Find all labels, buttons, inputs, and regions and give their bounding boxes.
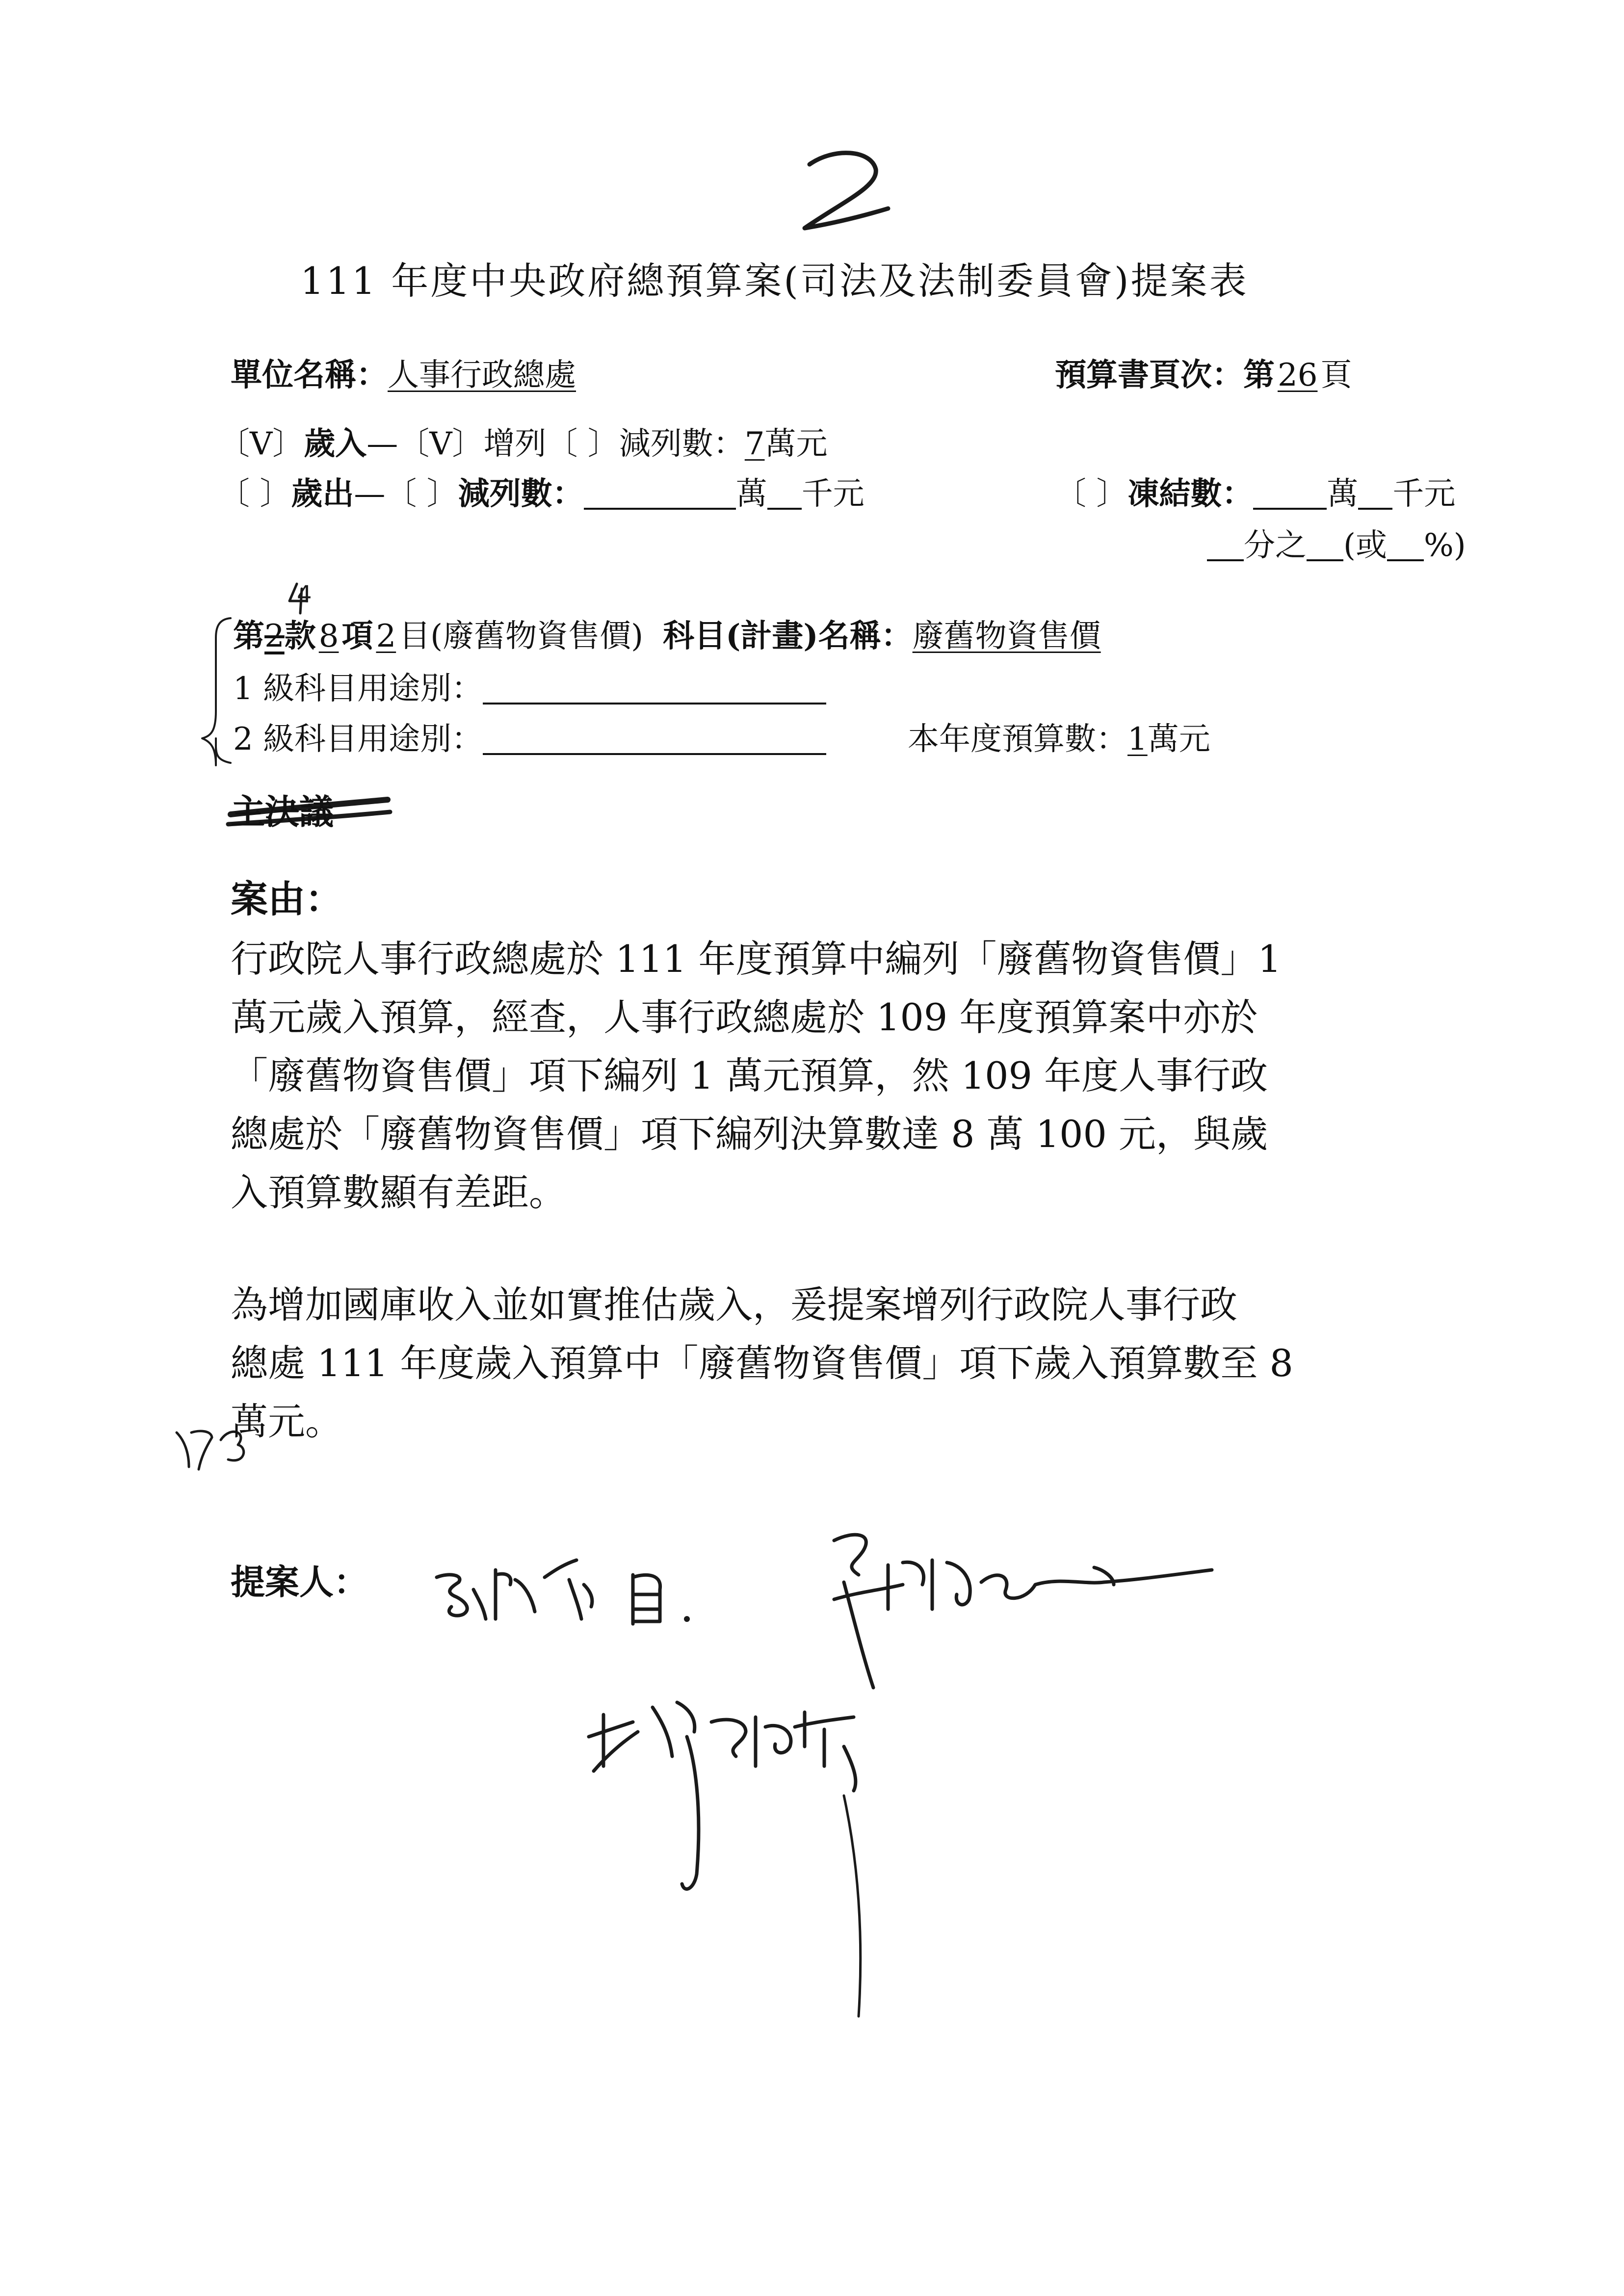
pct-label: %) [1423, 527, 1466, 564]
signature-3 [589, 1712, 590, 1713]
freeze-qian-blank [1358, 479, 1392, 510]
budget-page-label: 預算書頁次：第 [1055, 357, 1275, 393]
unit-label: 單位名稱： [231, 357, 388, 393]
budget-page-suffix: 頁 [1320, 357, 1352, 393]
subject-name-value: 廢舊物資售價 [912, 618, 1101, 654]
freeze-label: 凍結數： [1127, 475, 1254, 512]
paragraph-line: 總處於「廢舊物資售價」項下編列決算數達 8 萬 100 元，與歲 [231, 1112, 1268, 1156]
xiang-value: 8 [318, 618, 339, 654]
unit-row [231, 357, 576, 393]
annual-value: 1 [1127, 721, 1148, 757]
reduce-check: 〔 〕 [546, 426, 619, 462]
mu-label: 目(廢舊物資售價) [399, 618, 644, 654]
freeze-wan: 萬 [1327, 476, 1359, 512]
level2-row [233, 721, 826, 757]
mu-value: 2 [376, 618, 396, 654]
revenue-unit: 萬元 [764, 426, 828, 462]
kuan-prefix: 第 [233, 618, 264, 654]
freeze-row [1055, 475, 1456, 512]
budget-page-value: 26 [1278, 357, 1318, 393]
level1-row [233, 671, 826, 707]
fraction-blank-1 [1207, 531, 1244, 561]
or-label: (或 [1343, 527, 1387, 564]
kuan-correction: 4 [297, 581, 312, 608]
add-check: 〔V〕 [398, 426, 484, 462]
freeze-qian: 千元 [1392, 476, 1456, 512]
revenue-row [218, 425, 828, 462]
paragraph-line: 入預算數顯有差距。 [231, 1171, 566, 1214]
fraction-label: 分之 [1244, 527, 1307, 564]
paragraph-line: 為增加國庫收入並如實推估歲入，爰提案增列行政院人事行政 [231, 1283, 1237, 1327]
kuan-label: 款 [284, 618, 316, 654]
paragraph-line: 萬元。 [231, 1400, 342, 1443]
revenue-check: 〔V〕 [218, 426, 304, 462]
expense-reduce-label: 減列數： [458, 475, 584, 512]
add-label: 增列 [483, 426, 547, 462]
expense-reduce-check: 〔 〕 [385, 476, 458, 512]
expense-wan-blank [584, 479, 736, 510]
annual-unit: 萬元 [1147, 721, 1210, 757]
expense-qian: 千元 [801, 476, 864, 512]
fraction-blank-2 [1307, 531, 1343, 561]
revenue-amount: 7 [744, 426, 765, 462]
freeze-check: 〔 〕 [1055, 476, 1128, 512]
struck-heading: 主決議 [231, 791, 334, 832]
form-title: 111 年度中央政府總預算案(司法及法制委員會)提案表 [300, 259, 1249, 303]
freeze-wan-blank [1253, 479, 1327, 510]
expense-wan: 萬 [735, 476, 767, 512]
level2-blank [483, 725, 826, 755]
annual-label: 本年度預算數： [908, 721, 1127, 757]
expense-dash: — [354, 476, 386, 512]
budget-page-row [1055, 357, 1352, 393]
signature-block [432, 1531, 1217, 2021]
reason-paragraph-2 [231, 1276, 1433, 1451]
proposer-label: 提案人： [231, 1562, 368, 1602]
revenue-label: 歲入 [304, 425, 367, 462]
paragraph-line: 行政院人事行政總處於 111 年度預算中編列「廢舊物資售價」1 [231, 937, 1282, 981]
annual-budget-row [908, 721, 1210, 757]
freeze-fraction-row [1207, 527, 1466, 564]
subject-name-label: 科目(計畫)名稱： [663, 618, 913, 654]
expense-qian-blank [767, 479, 802, 510]
reason-heading: 案由： [231, 877, 342, 921]
expense-label: 歲出 [291, 475, 354, 512]
expense-check: 〔 〕 [218, 476, 291, 512]
kuan-value: 2 [264, 618, 285, 654]
pct-blank [1387, 531, 1424, 561]
xiang-label: 項 [341, 618, 373, 654]
paragraph-line: 總處 111 年度歲入預算中「廢舊物資售價」項下歲入預算數至 8 [231, 1341, 1293, 1385]
reason-paragraph-1 [231, 930, 1433, 1222]
level1-blank [483, 674, 826, 704]
expense-row [218, 475, 864, 512]
revenue-dash: — [367, 426, 398, 462]
paragraph-line: 「廢舊物資售價」項下編列 1 萬元預算，然 109 年度人事行政 [231, 1054, 1268, 1097]
level2-label: 2 級科目用途別： [233, 721, 483, 757]
unit-value: 人事行政總處 [388, 357, 576, 393]
subject-row [233, 618, 1101, 654]
paragraph-line: 萬元歲入預算，經查，人事行政總處於 109 年度預算案中亦於 [231, 995, 1258, 1039]
level1-label: 1 級科目用途別： [233, 671, 483, 707]
reduce-label: 減列數： [619, 426, 745, 462]
